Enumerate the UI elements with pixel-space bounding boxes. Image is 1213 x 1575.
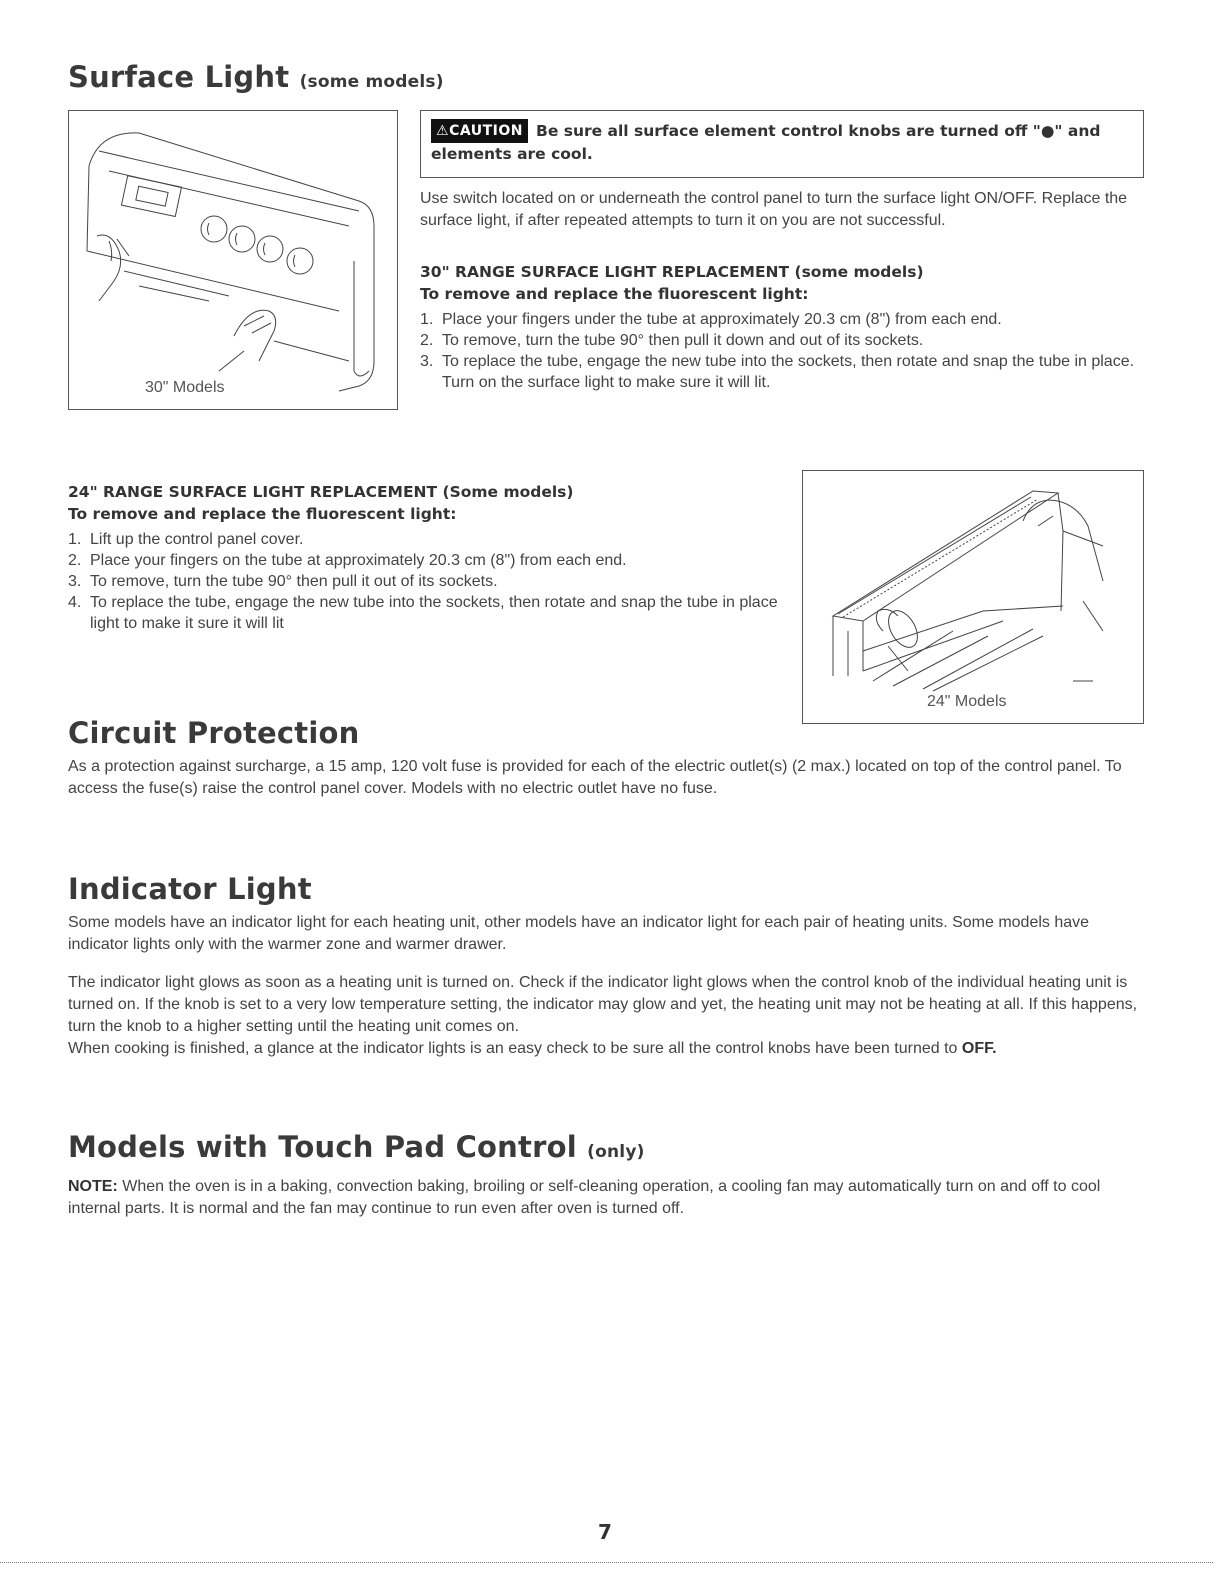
- figure-24-models: [802, 470, 1144, 724]
- list-item: 3. To replace the tube, engage the new tube into the sockets, then rotate and snap the tube in place. Turn on the surface light to make sure it will lit.: [420, 353, 1135, 391]
- page-number: 7: [598, 1520, 612, 1544]
- figure-30-models: [68, 110, 398, 410]
- caution-message: ⚠CAUTION Be sure all surface element control knobs are turned off "●" and elements are cool.: [421, 111, 1143, 165]
- touch-pad-title: Models with Touch Pad Control (only): [68, 1130, 645, 1164]
- range30-heading: 30" RANGE SURFACE LIGHT REPLACEMENT (some models): [420, 263, 924, 281]
- surface-light-title-note: (some models): [299, 72, 444, 92]
- list-item: 1. Place your fingers under the tube at approximately 20.3 cm (8") from each end.: [420, 311, 1002, 328]
- range30-subheading: To remove and replace the fluorescent light:: [420, 285, 809, 303]
- range-24-light-tube-illustration: [803, 471, 1143, 723]
- list-item: 2. Place your fingers on the tube at approximately 20.3 cm (8") from each end.: [68, 552, 627, 569]
- note-label: NOTE:: [68, 1178, 118, 1195]
- list-item: 3. To remove, turn the tube 90° then pull it out of its sockets.: [68, 573, 498, 590]
- caution-box: [420, 110, 1144, 178]
- range30-steps: [420, 309, 1144, 393]
- bottom-divider: [0, 1562, 1213, 1563]
- circuit-protection-title: Circuit Protection: [68, 716, 360, 750]
- indicator-light-paragraph-2: The indicator light glows as soon as a heating unit is turned on. Check if the indicator light glows when the control knob of the individual heating unit is turned on. If the knob is set to a very low temperature setting, the indicator may glow and yet, the heating unit may not be heating at all. If this happens, turn the knob to a higher setting until the heating unit comes on.: [68, 974, 1138, 1035]
- touch-pad-note: NOTE: When the oven is in a baking, convection baking, broiling or self-cleaning operation, a cooling fan may automatically turn on and off to cool internal parts. It is normal and the fan may continue to run even after oven is turned off.: [68, 1178, 1101, 1217]
- surface-light-title: Surface Light (some models): [68, 60, 444, 94]
- off-label: OFF.: [961, 1040, 997, 1057]
- list-item: 1. Lift up the control panel cover.: [68, 531, 304, 548]
- list-item: 2. To remove, turn the tube 90° then pull it down and out of its sockets.: [420, 332, 924, 349]
- indicator-light-paragraph-3: When cooking is finished, a glance at the indicator lights is an easy check to be sure all the control knobs have been turned to OFF.: [68, 1040, 997, 1057]
- figure-24-caption: 24" Models: [927, 693, 1007, 710]
- indicator-light-title: Indicator Light: [68, 872, 312, 906]
- caution-badge: ⚠CAUTION: [431, 119, 528, 143]
- surface-light-intro: Use switch located on or underneath the control panel to turn the surface light ON/OFF. Replace the surface light, if after repeated attempts to turn it on you are not successful.: [420, 190, 1128, 229]
- circuit-protection-text: As a protection against surcharge, a 15 amp, 120 volt fuse is provided for each of the electric outlet(s) (2 max.) located on top of the control panel. To access the fuse(s) raise the control panel cover. Models with no electric outlet have no fuse.: [68, 758, 1122, 797]
- range-30-control-panel-illustration: [69, 111, 397, 409]
- list-item: 4. To replace the tube, engage the new tube into the sockets, then rotate and snap the tube in place light to make it sure it will lit: [68, 594, 778, 632]
- figure-30-caption: 30" Models: [145, 379, 225, 396]
- range24-steps: [68, 529, 788, 634]
- touch-pad-title-note: (only): [587, 1142, 645, 1162]
- range24-heading: 24" RANGE SURFACE LIGHT REPLACEMENT (Some models): [68, 483, 574, 501]
- indicator-light-paragraph-1: Some models have an indicator light for each heating unit, other models have an indicator light for each pair of heating units. Some models have indicator lights only with the warmer zone and warmer drawer.: [68, 914, 1090, 953]
- warning-triangle-icon: ⚠: [436, 123, 450, 139]
- range24-subheading: To remove and replace the fluorescent light:: [68, 505, 457, 523]
